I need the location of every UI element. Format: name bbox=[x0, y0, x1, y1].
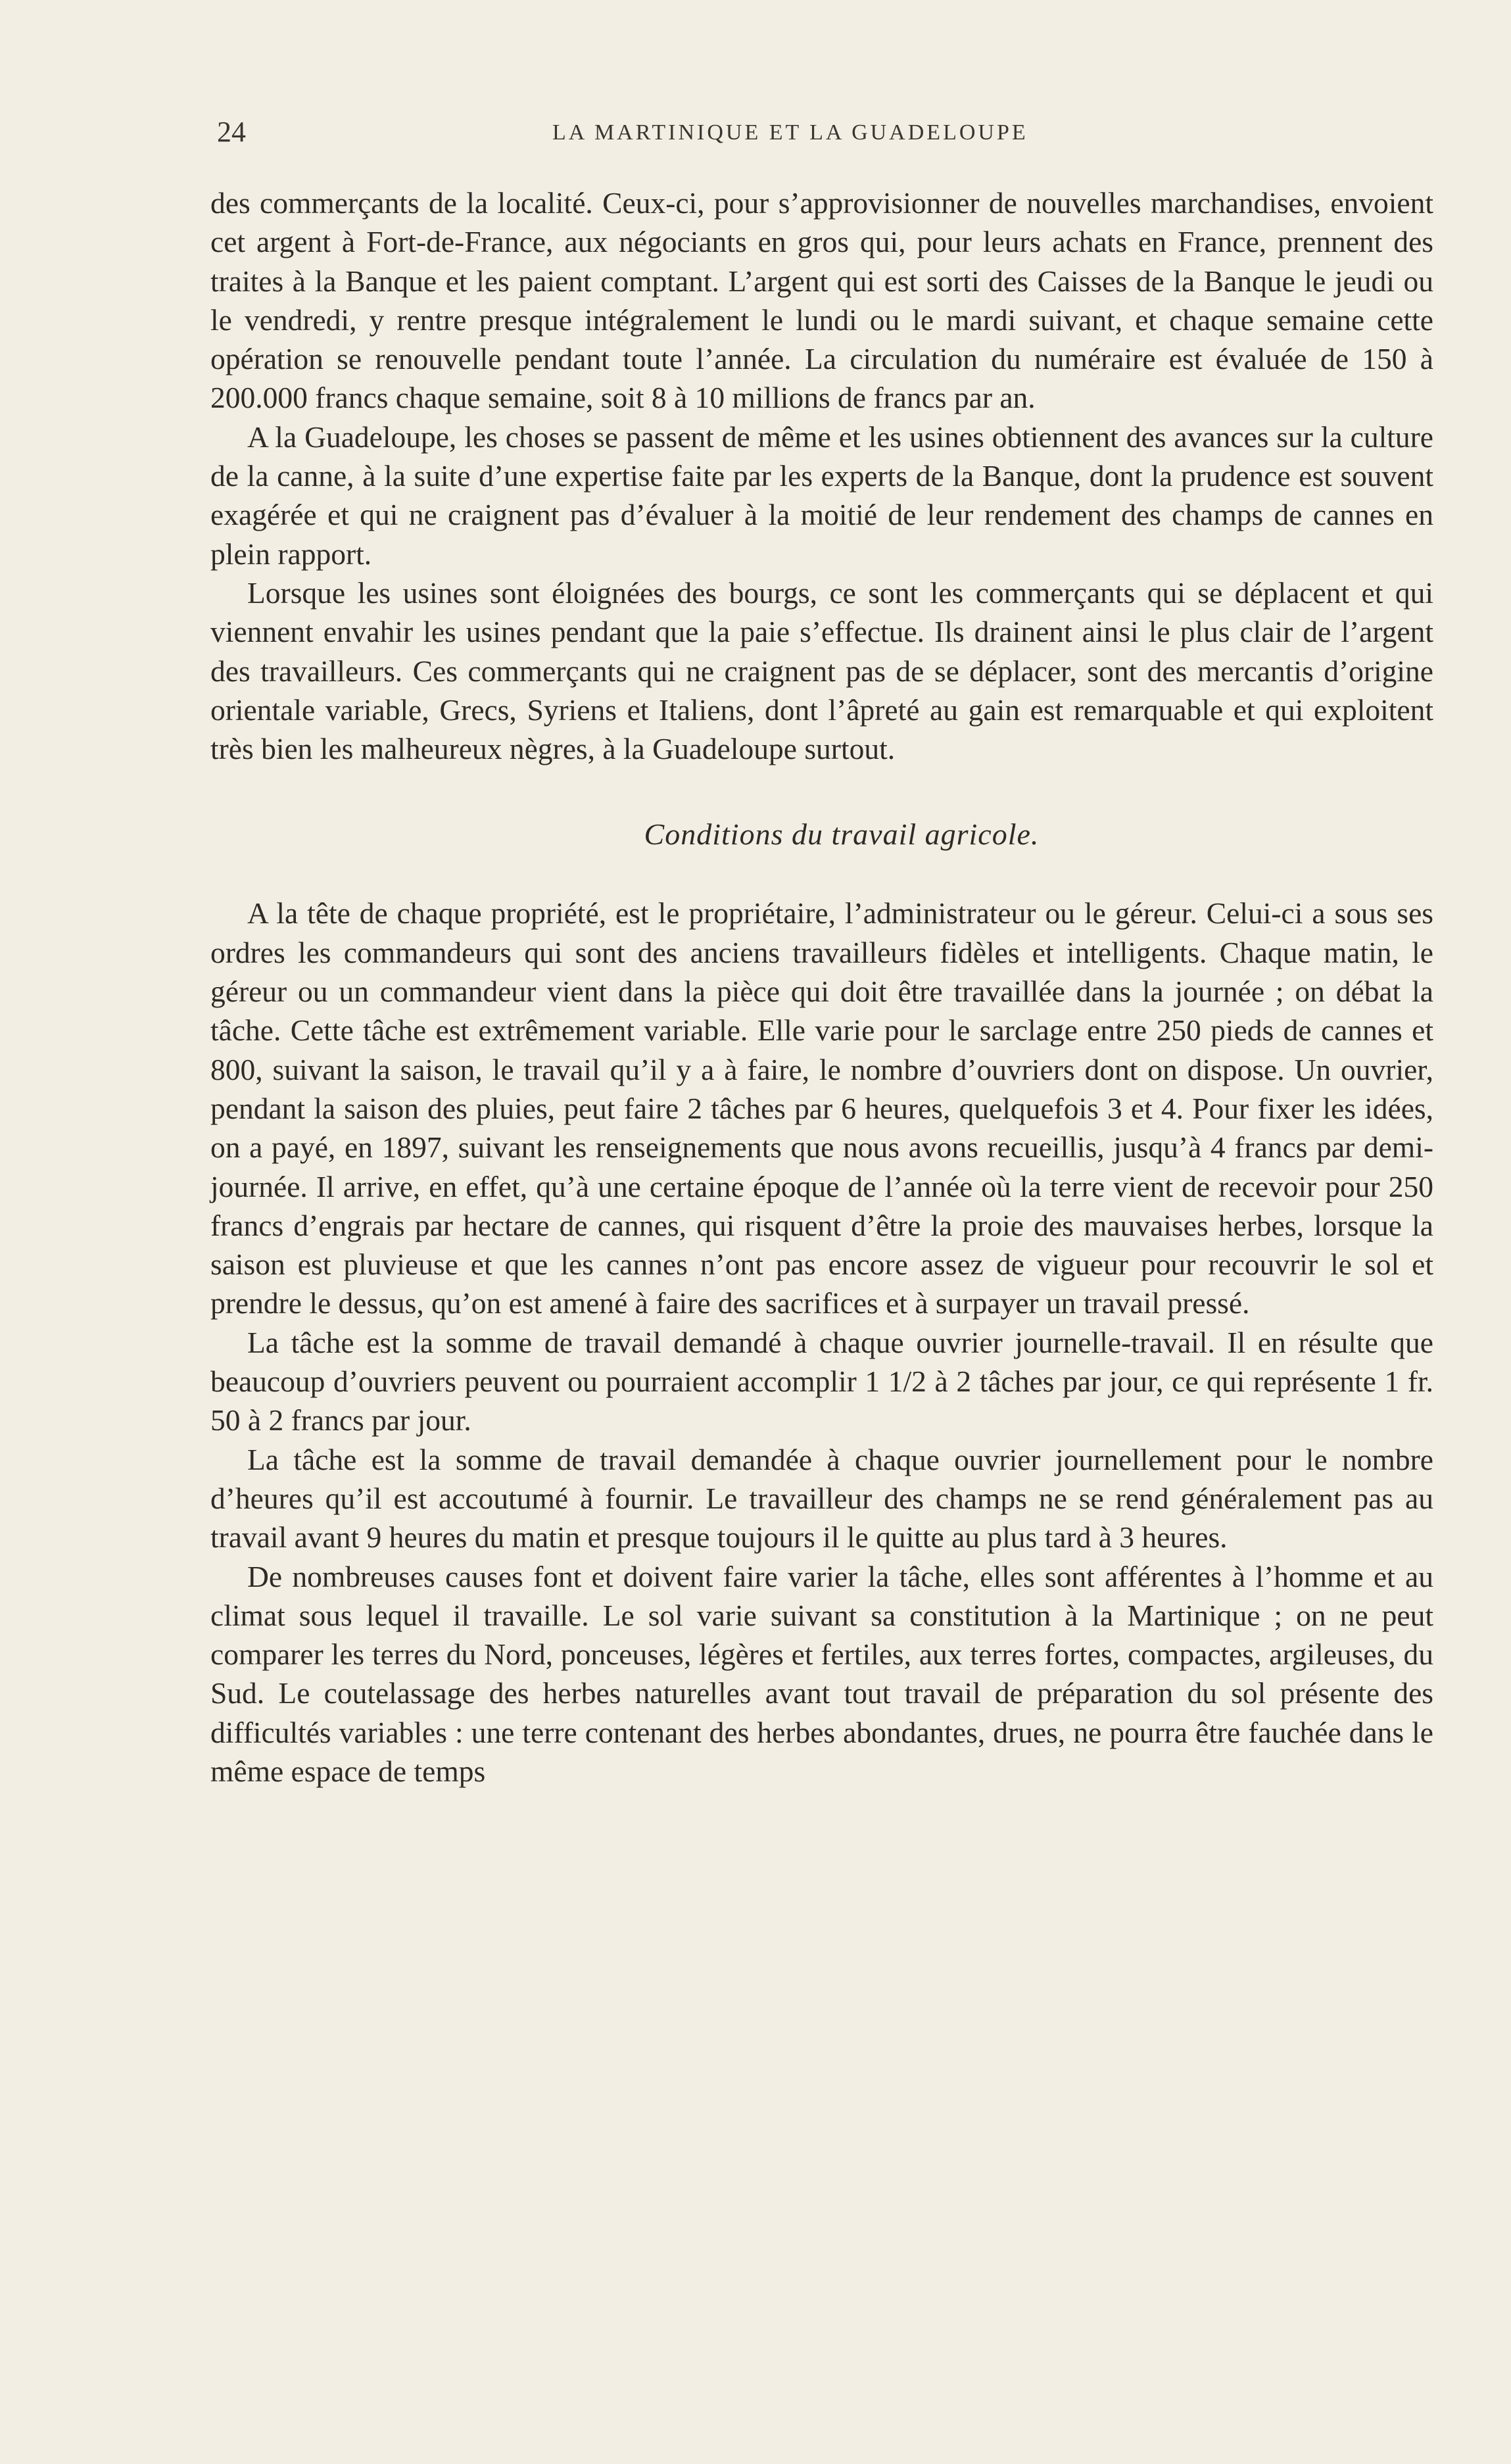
paragraph: des commerçants de la localité. Ceux-ci, pour s’approvisionner de nouvelles marchandises, envoient cet argent à Fort-de-France, aux négociants en gros qui, pour leurs achats en France, prennent des traites à la Banque et les paient comptant. L’argent qui est sorti des Caisses de la Banque le jeudi ou le vendredi, y rentre presque intégralement le lundi ou le mardi suivant, et chaque semaine cette opération se renouvelle pendant toute l’année. La circulation du numéraire est évaluée de 150 à 200.000 francs chaque semaine, soit 8 à 10 millions de francs par an. bbox=[210, 186, 1433, 415]
body-text bbox=[210, 183, 1433, 1791]
paragraph: Lorsque les usines sont éloignées des bourgs, ce sont les commerçants qui se déplacent et qui viennent envahir les usines pendant que la paie s’effectue. Ils drainent ainsi le plus clair de l’argent des travailleurs. Ces commerçants qui ne craignent pas de se déplacer, sont des mercantis d’origine orientale variable, Grecs, Syriens et Italiens, dont l’âpreté au gain est remarquable et qui exploitent très bien les malheureux nègres, à la Guadeloupe surtout. bbox=[210, 575, 1433, 766]
paragraph: A la Guadeloupe, les choses se passent de même et les usines obtiennent des avances sur la culture de la canne, à la suite d’une expertise faite par les experts de la Banque, dont la prudence est souvent exagérée et qui ne craignent pas d’évaluer à la moitié de leur rendement des champs de cannes en plein rapport. bbox=[210, 420, 1433, 571]
paragraph: La tâche est la somme de travail demandée à chaque ouvrier journellement pour le nombre d’heures qu’il est accoutumé à fournir. Le travailleur des champs ne se rend généralement pas au travail avant 9 heures du matin et presque toujours il le quitte au plus tard à 3 heures. bbox=[210, 1442, 1433, 1555]
page-number: 24 bbox=[217, 116, 246, 148]
paragraph: De nombreuses causes font et doivent faire varier la tâche, elles sont afférentes à l’homme et au climat sous lequel il travaille. Le sol varie suivant sa constitution à la Martinique ; on ne peut comparer les terres du Nord, ponceuses, légères et fertiles, aux terres fortes, compactes, argileuses, du Sud. Le coutelassage des herbes naturelles avant tout travail de préparation du sol présente des difficultés variables : une terre contenant des herbes abondantes, drues, ne pourra être fauchée dans le même espace de temps bbox=[210, 1559, 1433, 1788]
section-heading: Conditions du travail agricole. bbox=[644, 817, 1040, 852]
book-page bbox=[210, 115, 1433, 1791]
running-title: LA MARTINIQUE ET LA GUADELOUPE bbox=[552, 120, 1028, 145]
paragraph: La tâche est la somme de travail demandé à chaque ouvrier journelle-travail. Il en résulte que beaucoup d’ouvriers peuvent ou pourraient accomplir 1 1/2 à 2 tâches par jour, ce qui représente 1 fr. 50 à 2 francs par jour. bbox=[210, 1325, 1433, 1437]
paragraph: A la tête de chaque propriété, est le propriétaire, l’administrateur ou le géreur. Celui-ci a sous ses ordres les commandeurs qui sont des anciens travailleurs fidèles et intelligents. Chaque matin, le géreur ou un commandeur vient dans la pièce qui doit être travaillée dans la journée ; on débat la tâche. Cette tâche est extrêmement variable. Elle varie pour le sarclage entre 250 pieds de cannes et 800, suivant la saison, le travail qu’il y a à faire, le nombre d’ouvriers dont on dispose. Un ouvrier, pendant la saison des pluies, peut faire 2 tâches par 6 heures, quelquefois 3 et 4. Pour fixer les idées, on a payé, en 1897, suivant les renseignements que nous avons recueillis, jusqu’à 4 francs par demi-journée. Il arrive, en effet, qu’à une certaine époque de l’année où la terre vient de recevoir pour 250 francs d’engrais par hectare de cannes, qui risquent d’être la proie des mauvaises herbes, lorsque la saison est pluvieuse et que les cannes n’ont pas encore assez de vigueur pour recouvrir le sol et prendre le dessus, qu’on est amené à faire des sacrifices et à surpayer un travail pressé. bbox=[210, 896, 1433, 1320]
running-head bbox=[210, 115, 1433, 161]
